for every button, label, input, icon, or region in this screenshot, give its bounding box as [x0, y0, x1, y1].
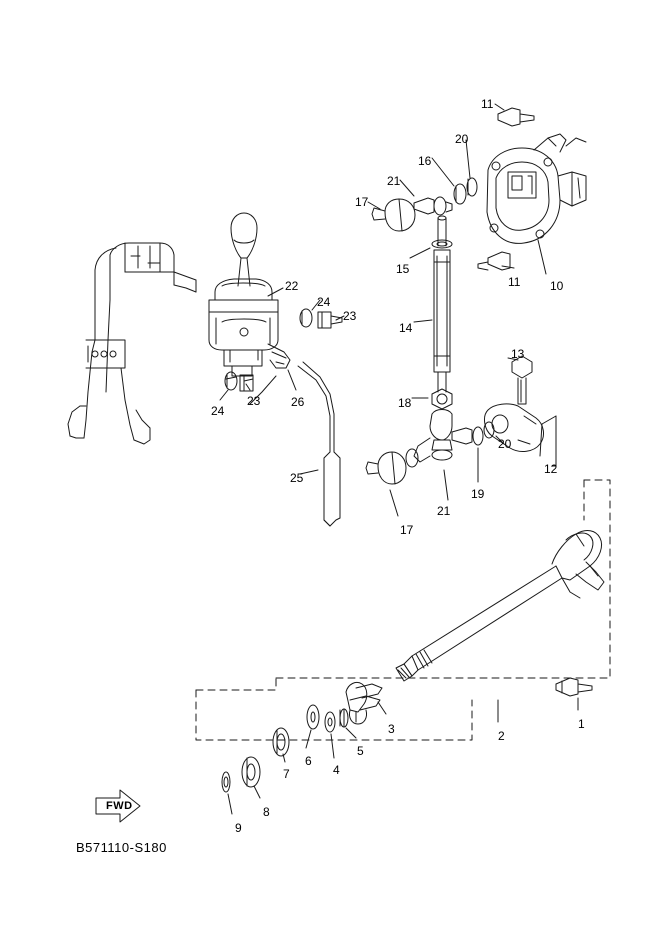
leader-9 [228, 794, 232, 814]
leaders-11 [495, 104, 546, 274]
shift-lever-3 [346, 682, 382, 724]
callout-17b: 17 [400, 523, 414, 537]
fwd-label: FWD [106, 800, 133, 812]
callout-10: 10 [550, 279, 564, 293]
callout-9: 9 [235, 821, 242, 835]
callout-21b: 21 [437, 504, 451, 518]
leader-14 [414, 320, 432, 322]
bolt-13 [512, 356, 532, 404]
circlip-9 [222, 772, 230, 792]
washer-6 [307, 705, 319, 729]
leader-15 [410, 248, 430, 258]
leaders-upper-stack [432, 140, 470, 186]
callout-20b: 20 [498, 437, 512, 451]
callout-23b: 23 [247, 394, 261, 408]
leader-4 [331, 734, 334, 758]
bolt-1 [556, 678, 592, 696]
leader-17-lower [390, 490, 398, 516]
callout-25: 25 [290, 471, 304, 485]
leader-21-upper [400, 180, 414, 196]
bolt-11-upper [498, 108, 534, 126]
callout-24a: 24 [317, 295, 331, 309]
callout-18: 18 [398, 396, 412, 410]
leader-6 [306, 730, 311, 748]
boot-17-upper [372, 199, 415, 231]
callout-26: 26 [291, 395, 305, 409]
seal-7 [273, 728, 289, 756]
frame-bracket [68, 243, 196, 444]
boot-17-lower [366, 452, 406, 484]
dashed-boundary [196, 480, 610, 743]
callout-12: 12 [544, 462, 558, 476]
callout-19: 19 [471, 487, 485, 501]
callout-4: 4 [333, 763, 340, 777]
callout-21a: 21 [387, 174, 401, 188]
callout-15: 15 [396, 262, 410, 276]
ball-joint-lower [406, 410, 494, 468]
callout-24b: 24 [211, 404, 225, 418]
bolt-11-lower [478, 252, 510, 270]
callout-20: 20 [455, 132, 469, 146]
leader-5 [346, 728, 356, 738]
callout-3: 3 [388, 722, 395, 736]
part-code-label: B571110-S180 [76, 840, 167, 855]
callout-11a: 11 [481, 97, 494, 111]
callout-16: 16 [418, 154, 432, 168]
fastener-stack-upper [454, 178, 477, 204]
shift-actuator-10 [487, 134, 586, 243]
shift-rod-25 [298, 362, 340, 526]
washer-4 [325, 712, 335, 732]
callout-6: 6 [305, 754, 312, 768]
leader-3 [378, 702, 386, 714]
retainer-15 [432, 240, 452, 248]
shift-shaft-2 [396, 531, 604, 681]
callout-13: 13 [511, 347, 525, 361]
remote-control-assembly [209, 213, 290, 376]
pin-5 [340, 709, 348, 727]
nut-18 [432, 389, 452, 409]
leader-8 [254, 786, 260, 798]
callout-14: 14 [399, 321, 413, 335]
callout-7: 7 [283, 767, 290, 781]
callout-22: 22 [285, 279, 299, 293]
callout-23a: 23 [343, 309, 357, 323]
callout-5: 5 [357, 744, 364, 758]
callout-8: 8 [263, 805, 270, 819]
callout-1: 1 [578, 717, 585, 731]
callout-17a: 17 [355, 195, 369, 209]
callout-2: 2 [498, 729, 505, 743]
ball-stud-21-upper [414, 197, 452, 215]
callout-11b: 11 [508, 275, 521, 289]
bushing-8 [242, 757, 260, 787]
